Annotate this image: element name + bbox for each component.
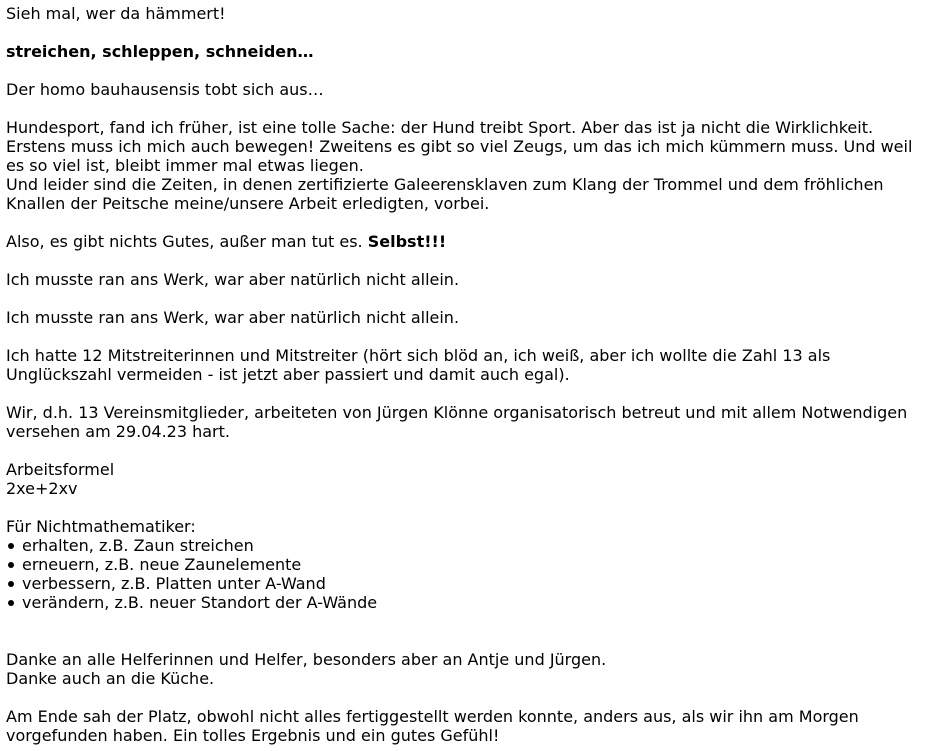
closing-text: Am Ende sah der Platz, obwohl nicht alles fertiggestellt werden konnte, anders aus, als wir ihn am Morgen vorgefunden haben. Ein tolles Ergebnis und ein gutes Gefühl! [6,707,859,745]
list-item: verbessern, z.B. Platten unter A-Wand [22,574,930,593]
thanks-line1: Danke an alle Helferinnen und Helfer, besonders aber an Antje und Jürgen. [6,650,607,669]
paragraph-ran-ans-werk-1: Ich musste ran ans Werk, war aber natürlich nicht allein. [6,270,460,289]
selbst-emphasis: Selbst!!! [367,232,447,251]
intro-text: Der homo bauhausensis tobt sich aus… [6,80,324,99]
formula-label: Arbeitsformel [6,460,115,479]
paragraph-ran-ans-werk-2: Ich musste ran ans Werk, war aber natürlich nicht allein. [6,308,460,327]
list-item: erneuern, z.B. neue Zaunelemente [22,555,930,574]
thanks-block [6,650,930,688]
explanation-list [6,536,930,612]
paragraph-mitstreiter: Ich hatte 12 Mitstreiterinnen und Mitstreiter (hört sich blöd an, ich weiß, aber ich wollte die Zahl 13 als Unglückszahl vermeiden - ist jetzt aber passiert und damit auch egal). [6,346,831,384]
list-item: verändern, z.B. neuer Standort der A-Wände [22,593,930,612]
paragraph-hundesport [6,118,930,213]
explanation-intro: Für Nichtmathematiker: [6,517,196,536]
paragraph-vereinsmitglieder: Wir, d.h. 13 Vereinsmitglieder, arbeiteten von Jürgen Klönne organisatorisch betreut und mit allem Notwendigen versehen am 29.04.23 hart. [6,403,908,441]
paragraph-selbst-text: Also, es gibt nichts Gutes, außer man tut es. [6,232,368,251]
paragraph-selbst [6,232,930,251]
thanks-line2: Danke auch an die Küche. [6,669,215,688]
list-item: erhalten, z.B. Zaun streichen [22,536,930,555]
article-title: Sieh mal, wer da hämmert! [6,4,226,23]
spacer [6,612,930,650]
explanation-block [6,517,930,612]
paragraph-hundesport-line2: Und leider sind die Zeiten, in denen zertifizierte Galeerensklaven zum Klang der Trommel und dem fröhlichen Knallen der Peitsche meine/unsere Arbeit erledigten, vorbei. [6,175,884,213]
article-subtitle: streichen, schleppen, schneiden… [6,42,314,61]
formula-value: 2xe+2xv [6,479,78,498]
paragraph-hundesport-line1: Hundesport, fand ich früher, ist eine tolle Sache: der Hund treibt Sport. Aber das ist ja nicht die Wirklichkeit. Erstens muss ich mich auch bewegen! Zweitens es gibt so viel Zeugs, um das ich mich kümmern muss. Und weil es so viel ist, bleibt immer mal etwas liegen. [6,118,913,175]
formula-block [6,460,930,498]
